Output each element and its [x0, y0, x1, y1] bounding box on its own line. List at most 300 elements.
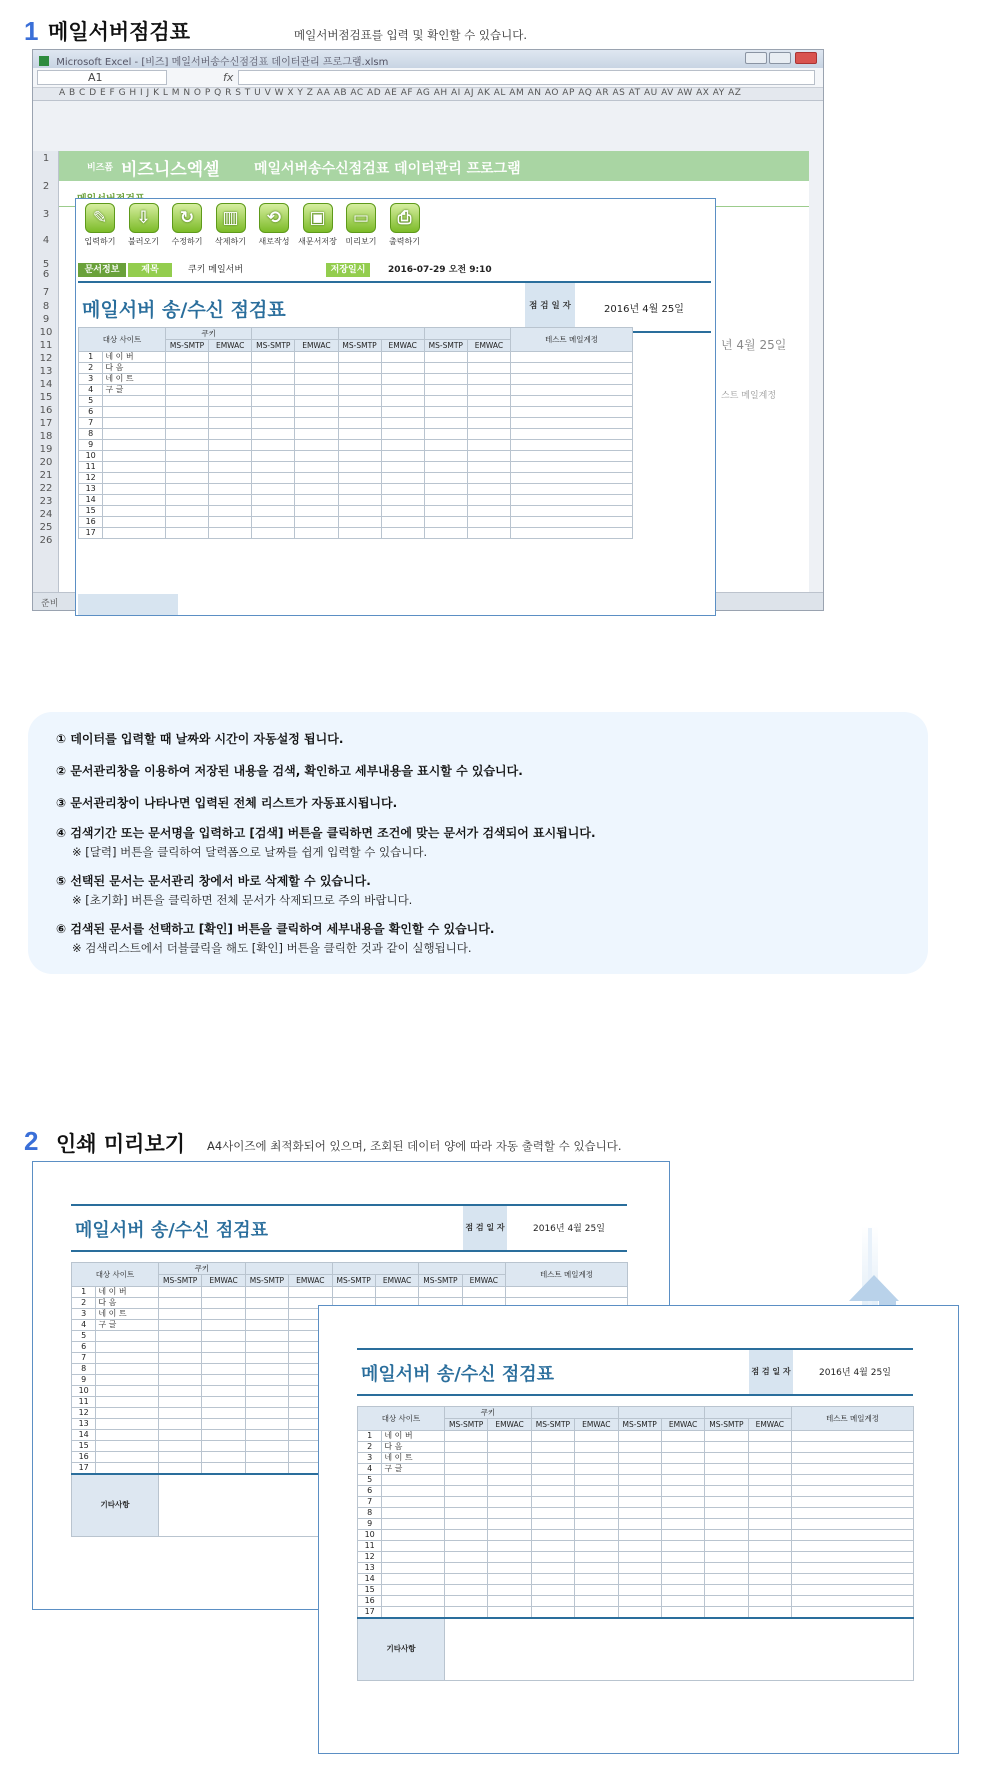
data-cell[interactable] [618, 1607, 661, 1619]
data-cell[interactable] [209, 429, 252, 440]
data-cell[interactable] [705, 1453, 748, 1464]
data-cell[interactable] [338, 506, 381, 517]
site-name[interactable] [103, 484, 166, 495]
data-cell[interactable] [792, 1519, 914, 1530]
data-cell[interactable] [202, 1364, 245, 1375]
data-cell[interactable] [575, 1486, 618, 1497]
data-cell[interactable] [252, 473, 295, 484]
data-cell[interactable] [488, 1431, 531, 1442]
data-cell[interactable] [705, 1541, 748, 1552]
data-cell[interactable] [295, 352, 338, 363]
data-cell[interactable] [506, 1287, 628, 1298]
data-cell[interactable] [338, 495, 381, 506]
data-cell[interactable] [748, 1552, 791, 1563]
data-cell[interactable] [381, 374, 424, 385]
data-cell[interactable] [252, 451, 295, 462]
site-name[interactable] [103, 429, 166, 440]
data-cell[interactable] [159, 1320, 202, 1331]
data-cell[interactable] [511, 528, 633, 539]
data-cell[interactable] [202, 1298, 245, 1309]
data-cell[interactable] [245, 1386, 288, 1397]
site-name[interactable] [382, 1607, 445, 1619]
data-cell[interactable] [488, 1508, 531, 1519]
data-cell[interactable] [445, 1552, 488, 1563]
data-cell[interactable] [467, 440, 510, 451]
toolbar-button-3[interactable] [167, 203, 207, 247]
data-cell[interactable] [792, 1431, 914, 1442]
site-name[interactable] [96, 1386, 159, 1397]
data-cell[interactable] [705, 1519, 748, 1530]
site-name[interactable]: 구 글 [103, 385, 166, 396]
site-name[interactable] [382, 1585, 445, 1596]
data-cell[interactable] [531, 1552, 574, 1563]
data-cell[interactable] [748, 1607, 791, 1619]
data-cell[interactable] [159, 1375, 202, 1386]
data-cell[interactable] [511, 396, 633, 407]
data-cell[interactable] [467, 473, 510, 484]
fx-icon[interactable]: fx [223, 71, 234, 84]
data-cell[interactable] [419, 1287, 462, 1298]
data-cell[interactable] [445, 1541, 488, 1552]
data-cell[interactable] [575, 1596, 618, 1607]
data-cell[interactable] [705, 1574, 748, 1585]
data-cell[interactable] [661, 1464, 704, 1475]
data-cell[interactable] [531, 1541, 574, 1552]
data-cell[interactable] [166, 374, 209, 385]
data-cell[interactable] [209, 385, 252, 396]
site-name[interactable]: 구 글 [96, 1320, 159, 1331]
data-cell[interactable] [159, 1331, 202, 1342]
site-name[interactable]: 네 이 트 [382, 1453, 445, 1464]
site-name[interactable] [382, 1519, 445, 1530]
data-cell[interactable] [467, 385, 510, 396]
data-cell[interactable] [295, 495, 338, 506]
data-cell[interactable] [445, 1508, 488, 1519]
data-cell[interactable] [159, 1463, 202, 1475]
data-cell[interactable] [661, 1497, 704, 1508]
data-cell[interactable] [338, 440, 381, 451]
data-cell[interactable] [618, 1453, 661, 1464]
data-cell[interactable] [245, 1287, 288, 1298]
data-cell[interactable] [511, 484, 633, 495]
data-cell[interactable] [252, 352, 295, 363]
data-cell[interactable] [245, 1452, 288, 1463]
site-name[interactable] [103, 418, 166, 429]
site-name[interactable] [96, 1430, 159, 1441]
data-cell[interactable] [209, 473, 252, 484]
site-name[interactable] [96, 1452, 159, 1463]
site-name[interactable] [382, 1497, 445, 1508]
data-cell[interactable] [295, 440, 338, 451]
data-cell[interactable] [381, 429, 424, 440]
site-name[interactable]: 네 이 버 [382, 1431, 445, 1442]
minimize-button[interactable] [745, 52, 767, 64]
data-cell[interactable] [618, 1530, 661, 1541]
data-cell[interactable] [295, 374, 338, 385]
data-cell[interactable] [381, 385, 424, 396]
site-name[interactable]: 구 글 [382, 1464, 445, 1475]
data-cell[interactable] [166, 385, 209, 396]
data-cell[interactable] [381, 506, 424, 517]
data-cell[interactable] [252, 418, 295, 429]
data-cell[interactable] [424, 495, 467, 506]
data-cell[interactable] [209, 407, 252, 418]
data-cell[interactable] [338, 385, 381, 396]
data-cell[interactable] [209, 440, 252, 451]
site-name[interactable] [96, 1463, 159, 1475]
data-cell[interactable] [338, 528, 381, 539]
data-cell[interactable] [467, 506, 510, 517]
site-name[interactable] [382, 1486, 445, 1497]
data-cell[interactable] [338, 407, 381, 418]
data-cell[interactable] [661, 1563, 704, 1574]
data-cell[interactable] [575, 1607, 618, 1619]
site-name[interactable]: 네 이 트 [96, 1309, 159, 1320]
data-cell[interactable] [748, 1497, 791, 1508]
data-cell[interactable] [332, 1287, 375, 1298]
data-cell[interactable] [295, 484, 338, 495]
data-cell[interactable] [705, 1530, 748, 1541]
data-cell[interactable] [705, 1431, 748, 1442]
data-cell[interactable] [381, 517, 424, 528]
data-cell[interactable] [245, 1364, 288, 1375]
data-cell[interactable] [202, 1331, 245, 1342]
data-cell[interactable] [511, 451, 633, 462]
data-cell[interactable] [252, 506, 295, 517]
data-cell[interactable] [575, 1585, 618, 1596]
data-cell[interactable] [467, 528, 510, 539]
data-cell[interactable] [202, 1375, 245, 1386]
data-cell[interactable] [618, 1464, 661, 1475]
data-cell[interactable] [511, 517, 633, 528]
data-cell[interactable] [295, 462, 338, 473]
data-cell[interactable] [467, 462, 510, 473]
data-cell[interactable] [159, 1298, 202, 1309]
data-cell[interactable] [467, 418, 510, 429]
data-cell[interactable] [748, 1508, 791, 1519]
site-name[interactable] [96, 1408, 159, 1419]
site-name[interactable]: 네 이 트 [103, 374, 166, 385]
data-cell[interactable] [467, 484, 510, 495]
data-cell[interactable] [295, 363, 338, 374]
data-cell[interactable] [748, 1442, 791, 1453]
site-name[interactable] [96, 1331, 159, 1342]
data-cell[interactable] [705, 1464, 748, 1475]
data-cell[interactable] [511, 363, 633, 374]
data-cell[interactable] [424, 418, 467, 429]
data-cell[interactable] [511, 473, 633, 484]
data-cell[interactable] [531, 1563, 574, 1574]
data-cell[interactable] [424, 429, 467, 440]
data-cell[interactable] [209, 495, 252, 506]
data-cell[interactable] [381, 462, 424, 473]
data-cell[interactable] [166, 473, 209, 484]
site-name[interactable] [96, 1353, 159, 1364]
data-cell[interactable] [445, 1519, 488, 1530]
data-cell[interactable] [792, 1541, 914, 1552]
site-name[interactable] [382, 1530, 445, 1541]
data-cell[interactable] [575, 1431, 618, 1442]
data-cell[interactable] [748, 1530, 791, 1541]
data-cell[interactable] [792, 1574, 914, 1585]
data-cell[interactable] [618, 1552, 661, 1563]
site-name[interactable] [96, 1441, 159, 1452]
site-name[interactable] [103, 506, 166, 517]
data-cell[interactable] [575, 1574, 618, 1585]
data-cell[interactable] [202, 1419, 245, 1430]
data-cell[interactable] [792, 1508, 914, 1519]
data-cell[interactable] [381, 528, 424, 539]
site-name[interactable] [103, 407, 166, 418]
data-cell[interactable] [166, 429, 209, 440]
data-cell[interactable] [511, 418, 633, 429]
data-cell[interactable] [445, 1497, 488, 1508]
site-name[interactable]: 네 이 버 [103, 352, 166, 363]
toolbar-button-8[interactable] [385, 203, 425, 247]
data-cell[interactable] [381, 396, 424, 407]
check-date-value[interactable]: 2016년 4월 25일 [604, 304, 684, 315]
data-cell[interactable] [202, 1353, 245, 1364]
data-cell[interactable] [202, 1309, 245, 1320]
data-cell[interactable] [488, 1453, 531, 1464]
data-cell[interactable] [424, 352, 467, 363]
data-cell[interactable] [748, 1486, 791, 1497]
data-cell[interactable] [445, 1563, 488, 1574]
data-cell[interactable] [381, 352, 424, 363]
data-cell[interactable] [245, 1408, 288, 1419]
site-name[interactable]: 다 음 [96, 1298, 159, 1309]
data-cell[interactable] [705, 1585, 748, 1596]
data-cell[interactable] [445, 1607, 488, 1619]
data-cell[interactable] [245, 1342, 288, 1353]
data-cell[interactable] [511, 495, 633, 506]
data-cell[interactable] [209, 451, 252, 462]
data-cell[interactable] [252, 363, 295, 374]
data-cell[interactable] [467, 363, 510, 374]
site-name[interactable] [103, 517, 166, 528]
data-cell[interactable] [531, 1596, 574, 1607]
toolbar-button-1[interactable] [80, 203, 120, 247]
data-cell[interactable] [424, 451, 467, 462]
data-cell[interactable] [531, 1585, 574, 1596]
data-cell[interactable] [166, 418, 209, 429]
data-cell[interactable] [467, 407, 510, 418]
data-cell[interactable] [338, 462, 381, 473]
data-cell[interactable] [792, 1486, 914, 1497]
data-cell[interactable] [295, 396, 338, 407]
data-cell[interactable] [245, 1353, 288, 1364]
data-cell[interactable] [575, 1519, 618, 1530]
data-cell[interactable] [792, 1497, 914, 1508]
site-name[interactable] [96, 1342, 159, 1353]
data-cell[interactable] [467, 517, 510, 528]
data-cell[interactable] [705, 1442, 748, 1453]
data-cell[interactable] [618, 1596, 661, 1607]
data-cell[interactable] [209, 363, 252, 374]
data-cell[interactable] [488, 1530, 531, 1541]
data-cell[interactable] [488, 1464, 531, 1475]
data-cell[interactable] [618, 1486, 661, 1497]
data-cell[interactable] [159, 1364, 202, 1375]
data-cell[interactable] [445, 1453, 488, 1464]
data-cell[interactable] [488, 1519, 531, 1530]
data-cell[interactable] [338, 363, 381, 374]
data-cell[interactable] [531, 1497, 574, 1508]
data-cell[interactable] [748, 1585, 791, 1596]
data-cell[interactable] [338, 473, 381, 484]
data-cell[interactable] [661, 1442, 704, 1453]
data-cell[interactable] [295, 528, 338, 539]
data-cell[interactable] [424, 396, 467, 407]
data-cell[interactable] [209, 374, 252, 385]
site-name[interactable] [96, 1397, 159, 1408]
site-name[interactable] [96, 1375, 159, 1386]
data-cell[interactable] [488, 1486, 531, 1497]
data-cell[interactable] [531, 1508, 574, 1519]
data-cell[interactable] [209, 418, 252, 429]
data-cell[interactable] [618, 1508, 661, 1519]
data-cell[interactable] [202, 1386, 245, 1397]
data-cell[interactable] [661, 1486, 704, 1497]
data-cell[interactable] [295, 473, 338, 484]
data-cell[interactable] [245, 1298, 288, 1309]
data-cell[interactable] [705, 1563, 748, 1574]
data-cell[interactable] [661, 1585, 704, 1596]
data-cell[interactable] [445, 1431, 488, 1442]
data-cell[interactable] [467, 396, 510, 407]
data-cell[interactable] [467, 495, 510, 506]
toolbar-button-2[interactable] [124, 203, 164, 247]
data-cell[interactable] [381, 451, 424, 462]
data-cell[interactable] [202, 1320, 245, 1331]
site-name[interactable]: 다 음 [103, 363, 166, 374]
data-cell[interactable] [252, 440, 295, 451]
data-cell[interactable] [488, 1563, 531, 1574]
site-name[interactable] [103, 440, 166, 451]
data-cell[interactable] [748, 1431, 791, 1442]
close-button[interactable] [795, 52, 817, 64]
data-cell[interactable] [531, 1464, 574, 1475]
data-cell[interactable] [245, 1463, 288, 1475]
data-cell[interactable] [511, 429, 633, 440]
data-cell[interactable] [488, 1585, 531, 1596]
data-cell[interactable] [202, 1397, 245, 1408]
site-name[interactable] [96, 1419, 159, 1430]
data-cell[interactable] [705, 1552, 748, 1563]
data-cell[interactable] [166, 352, 209, 363]
data-cell[interactable] [295, 451, 338, 462]
data-cell[interactable] [531, 1453, 574, 1464]
site-name[interactable] [382, 1552, 445, 1563]
data-cell[interactable] [575, 1475, 618, 1486]
data-cell[interactable] [488, 1596, 531, 1607]
data-cell[interactable] [424, 374, 467, 385]
data-cell[interactable] [488, 1475, 531, 1486]
data-cell[interactable] [338, 484, 381, 495]
data-cell[interactable] [252, 429, 295, 440]
data-cell[interactable] [202, 1463, 245, 1475]
data-cell[interactable] [575, 1464, 618, 1475]
data-cell[interactable] [467, 374, 510, 385]
data-cell[interactable] [338, 517, 381, 528]
data-cell[interactable] [166, 506, 209, 517]
data-cell[interactable] [488, 1574, 531, 1585]
data-cell[interactable] [618, 1585, 661, 1596]
data-cell[interactable] [159, 1397, 202, 1408]
data-cell[interactable] [209, 352, 252, 363]
data-cell[interactable] [245, 1309, 288, 1320]
toolbar-button-5[interactable] [254, 203, 294, 247]
data-cell[interactable] [661, 1574, 704, 1585]
data-cell[interactable] [531, 1442, 574, 1453]
data-cell[interactable] [575, 1453, 618, 1464]
data-cell[interactable] [575, 1530, 618, 1541]
data-cell[interactable] [792, 1563, 914, 1574]
data-cell[interactable] [159, 1287, 202, 1298]
data-cell[interactable] [661, 1475, 704, 1486]
data-cell[interactable] [159, 1441, 202, 1452]
data-cell[interactable] [295, 407, 338, 418]
data-cell[interactable] [252, 517, 295, 528]
data-cell[interactable] [488, 1607, 531, 1619]
data-cell[interactable] [295, 429, 338, 440]
data-cell[interactable] [424, 462, 467, 473]
data-cell[interactable] [166, 396, 209, 407]
data-cell[interactable] [338, 374, 381, 385]
data-cell[interactable] [531, 1475, 574, 1486]
data-cell[interactable] [705, 1596, 748, 1607]
data-cell[interactable] [488, 1552, 531, 1563]
data-cell[interactable] [252, 385, 295, 396]
data-cell[interactable] [792, 1607, 914, 1619]
data-cell[interactable] [445, 1442, 488, 1453]
data-cell[interactable] [705, 1508, 748, 1519]
data-cell[interactable] [252, 495, 295, 506]
data-cell[interactable] [792, 1552, 914, 1563]
data-cell[interactable] [511, 506, 633, 517]
data-cell[interactable] [748, 1464, 791, 1475]
data-cell[interactable] [166, 462, 209, 473]
data-cell[interactable] [381, 473, 424, 484]
data-cell[interactable] [424, 506, 467, 517]
data-cell[interactable] [488, 1497, 531, 1508]
data-cell[interactable] [467, 451, 510, 462]
data-cell[interactable] [424, 385, 467, 396]
data-cell[interactable] [705, 1607, 748, 1619]
data-cell[interactable] [618, 1574, 661, 1585]
data-cell[interactable] [445, 1574, 488, 1585]
data-cell[interactable] [295, 506, 338, 517]
data-cell[interactable] [209, 484, 252, 495]
data-cell[interactable] [575, 1508, 618, 1519]
site-name[interactable] [382, 1574, 445, 1585]
data-cell[interactable] [511, 352, 633, 363]
data-cell[interactable] [618, 1563, 661, 1574]
data-cell[interactable] [159, 1386, 202, 1397]
data-cell[interactable] [166, 451, 209, 462]
data-cell[interactable] [511, 385, 633, 396]
data-cell[interactable] [445, 1530, 488, 1541]
data-cell[interactable] [618, 1431, 661, 1442]
data-cell[interactable] [338, 352, 381, 363]
data-cell[interactable] [245, 1397, 288, 1408]
data-cell[interactable] [338, 396, 381, 407]
data-cell[interactable] [245, 1320, 288, 1331]
data-cell[interactable] [531, 1486, 574, 1497]
site-name[interactable] [382, 1475, 445, 1486]
data-cell[interactable] [375, 1287, 418, 1298]
data-cell[interactable] [488, 1541, 531, 1552]
